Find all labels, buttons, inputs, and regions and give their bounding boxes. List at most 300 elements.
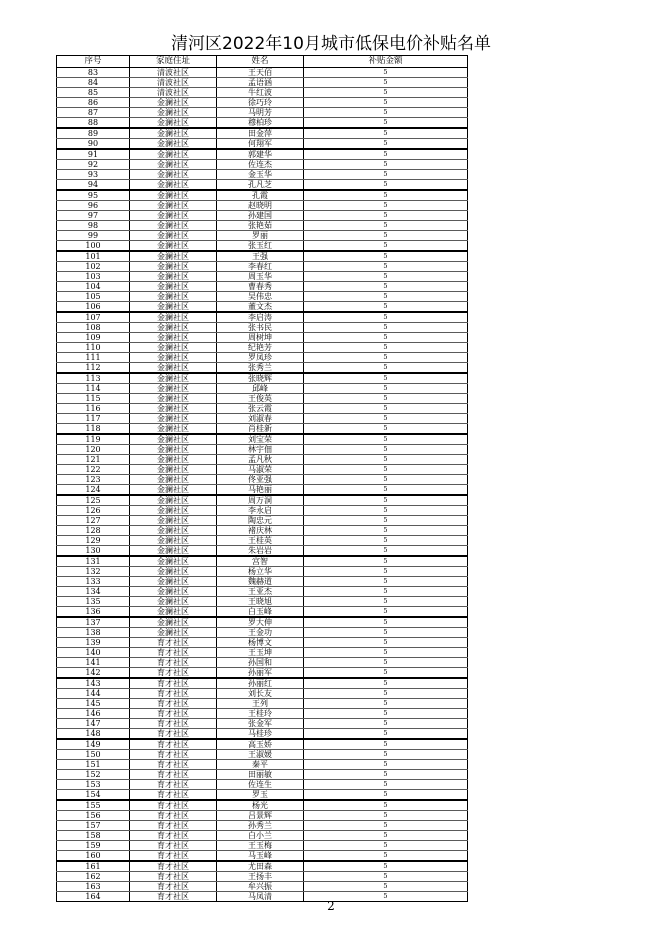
cell-name: 牛红波: [217, 88, 304, 98]
cell-name: 王桂玲: [217, 709, 304, 719]
cell-address: 金澜社区: [130, 128, 217, 139]
cell-index: 95: [57, 190, 130, 201]
cell-address: 金澜社区: [130, 312, 217, 323]
cell-address: 金澜社区: [130, 404, 217, 414]
cell-amount: 5: [304, 506, 468, 516]
table-row: [57, 567, 468, 577]
cell-address: 育才社区: [130, 678, 217, 689]
cell-name: 李启涛: [217, 312, 304, 323]
table-row: [57, 729, 468, 740]
cell-index: 130: [57, 546, 130, 557]
cell-name: 周树坤: [217, 333, 304, 343]
cell-address: 金澜社区: [130, 241, 217, 252]
cell-address: 金澜社区: [130, 536, 217, 546]
cell-index: 132: [57, 567, 130, 577]
cell-address: 金澜社区: [130, 170, 217, 180]
cell-amount: 5: [304, 465, 468, 475]
cell-address: 金澜社区: [130, 628, 217, 638]
cell-amount: 5: [304, 861, 468, 872]
cell-index: 105: [57, 292, 130, 302]
cell-name: 刘长友: [217, 689, 304, 699]
cell-name: 曹春秀: [217, 282, 304, 292]
table-row: [57, 160, 468, 170]
cell-index: 157: [57, 821, 130, 831]
cell-name: 孙丽红: [217, 678, 304, 689]
cell-address: 金澜社区: [130, 272, 217, 282]
cell-index: 152: [57, 770, 130, 780]
table-row: [57, 556, 468, 567]
cell-index: 111: [57, 353, 130, 363]
cell-address: 金澜社区: [130, 587, 217, 597]
cell-name: 王桂英: [217, 536, 304, 546]
cell-address: 育才社区: [130, 872, 217, 882]
cell-name: 褚庆林: [217, 526, 304, 536]
cell-name: 白玉峰: [217, 607, 304, 618]
cell-name: 王强: [217, 251, 304, 262]
cell-index: 151: [57, 760, 130, 770]
cell-amount: 5: [304, 729, 468, 740]
cell-name: 杨博文: [217, 638, 304, 648]
table-row: [57, 485, 468, 496]
cell-name: 张玉红: [217, 241, 304, 252]
cell-name: 林宇佃: [217, 445, 304, 455]
cell-index: 85: [57, 88, 130, 98]
cell-address: 金澜社区: [130, 414, 217, 424]
cell-amount: 5: [304, 678, 468, 689]
cell-name: 魏赫道: [217, 577, 304, 587]
cell-address: 金澜社区: [130, 546, 217, 557]
table-row: [57, 790, 468, 801]
cell-amount: 5: [304, 638, 468, 648]
table-row: [57, 323, 468, 333]
cell-index: 149: [57, 739, 130, 750]
cell-name: 刘淑春: [217, 414, 304, 424]
cell-name: 尤田森: [217, 861, 304, 872]
cell-address: 金澜社区: [130, 373, 217, 384]
cell-amount: 5: [304, 190, 468, 201]
table-row: [57, 343, 468, 353]
cell-amount: 5: [304, 343, 468, 353]
cell-amount: 5: [304, 699, 468, 709]
table-row: [57, 577, 468, 587]
cell-amount: 5: [304, 750, 468, 760]
cell-index: 106: [57, 302, 130, 313]
cell-amount: 5: [304, 495, 468, 506]
cell-amount: 5: [304, 526, 468, 536]
cell-index: 83: [57, 68, 130, 78]
cell-index: 162: [57, 872, 130, 882]
cell-name: 孙建国: [217, 211, 304, 221]
cell-amount: 5: [304, 241, 468, 252]
table-row: [57, 709, 468, 719]
cell-name: 牟兴振: [217, 882, 304, 892]
table-row: [57, 434, 468, 445]
table-row: [57, 455, 468, 465]
table-row: [57, 404, 468, 414]
cell-index: 102: [57, 262, 130, 272]
cell-name: 王俊英: [217, 394, 304, 404]
table-row: [57, 211, 468, 221]
cell-name: 王金功: [217, 628, 304, 638]
cell-index: 146: [57, 709, 130, 719]
cell-index: 117: [57, 414, 130, 424]
cell-name: 李春红: [217, 262, 304, 272]
cell-address: 育才社区: [130, 861, 217, 872]
cell-address: 金澜社区: [130, 98, 217, 108]
cell-amount: 5: [304, 128, 468, 139]
cell-name: 周万洞: [217, 495, 304, 506]
table-row: [57, 149, 468, 160]
cell-index: 129: [57, 536, 130, 546]
table-row: [57, 78, 468, 88]
cell-address: 育才社区: [130, 811, 217, 821]
cell-name: 罗大伸: [217, 617, 304, 628]
cell-amount: 5: [304, 118, 468, 129]
cell-name: 朱岩岩: [217, 546, 304, 557]
cell-name: 王列: [217, 699, 304, 709]
cell-name: 张艳茹: [217, 221, 304, 231]
table-row: [57, 231, 468, 241]
cell-name: 肖桂新: [217, 424, 304, 435]
cell-name: 周玉华: [217, 272, 304, 282]
cell-address: 育才社区: [130, 689, 217, 699]
cell-amount: 5: [304, 851, 468, 862]
cell-name: 董文杰: [217, 302, 304, 313]
cell-name: 马凤清: [217, 892, 304, 902]
cell-amount: 5: [304, 780, 468, 790]
cell-name: 张金军: [217, 719, 304, 729]
cell-name: 罗凤珍: [217, 353, 304, 363]
cell-name: 吴伟忠: [217, 292, 304, 302]
cell-index: 110: [57, 343, 130, 353]
table-row: [57, 831, 468, 841]
cell-amount: 5: [304, 577, 468, 587]
cell-address: 金澜社区: [130, 211, 217, 221]
cell-name: 秦平: [217, 760, 304, 770]
table-row: [57, 292, 468, 302]
cell-address: 金澜社区: [130, 485, 217, 496]
cell-address: 金澜社区: [130, 108, 217, 118]
cell-index: 125: [57, 495, 130, 506]
cell-address: 金澜社区: [130, 455, 217, 465]
cell-amount: 5: [304, 800, 468, 811]
table-row: [57, 108, 468, 118]
cell-address: 育才社区: [130, 770, 217, 780]
cell-amount: 5: [304, 160, 468, 170]
cell-name: 王亚杰: [217, 587, 304, 597]
cell-name: 王晓旭: [217, 597, 304, 607]
cell-name: 杨立华: [217, 567, 304, 577]
cell-address: 金澜社区: [130, 434, 217, 445]
cell-amount: 5: [304, 617, 468, 628]
cell-amount: 5: [304, 180, 468, 191]
document-title: 清河区2022年10月城市低保电价补贴名单: [171, 34, 491, 54]
cell-address: 金澜社区: [130, 607, 217, 618]
cell-address: 金澜社区: [130, 353, 217, 363]
cell-amount: 5: [304, 88, 468, 98]
table-row: [57, 739, 468, 750]
cell-name: 张云霞: [217, 404, 304, 414]
cell-amount: 5: [304, 211, 468, 221]
cell-index: 161: [57, 861, 130, 872]
table-row: [57, 800, 468, 811]
cell-index: 113: [57, 373, 130, 384]
table-row: [57, 475, 468, 485]
table-row: [57, 424, 468, 435]
table-body: [57, 68, 468, 902]
cell-index: 84: [57, 78, 130, 88]
table-row: [57, 719, 468, 729]
cell-index: 126: [57, 506, 130, 516]
cell-name: 陶忠元: [217, 516, 304, 526]
cell-index: 150: [57, 750, 130, 760]
table-row: [57, 68, 468, 78]
cell-index: 163: [57, 882, 130, 892]
cell-amount: 5: [304, 628, 468, 638]
cell-name: 孔霞: [217, 190, 304, 201]
cell-address: 金澜社区: [130, 180, 217, 191]
cell-index: 98: [57, 221, 130, 231]
cell-index: 99: [57, 231, 130, 241]
table-row: [57, 241, 468, 252]
column-header-index: 序号: [57, 56, 130, 68]
table-row: [57, 190, 468, 201]
cell-name: 张书民: [217, 323, 304, 333]
cell-index: 120: [57, 445, 130, 455]
cell-name: 白小兰: [217, 831, 304, 841]
cell-address: 金澜社区: [130, 465, 217, 475]
cell-index: 137: [57, 617, 130, 628]
cell-index: 116: [57, 404, 130, 414]
cell-index: 128: [57, 526, 130, 536]
cell-index: 127: [57, 516, 130, 526]
cell-address: 育才社区: [130, 851, 217, 862]
table-row: [57, 678, 468, 689]
cell-index: 92: [57, 160, 130, 170]
cell-amount: 5: [304, 149, 468, 160]
table-row: [57, 98, 468, 108]
cell-amount: 5: [304, 201, 468, 211]
cell-name: 邱峰: [217, 384, 304, 394]
cell-index: 140: [57, 648, 130, 658]
cell-index: 145: [57, 699, 130, 709]
cell-address: 金澜社区: [130, 577, 217, 587]
table-row: [57, 638, 468, 648]
table-row: [57, 282, 468, 292]
cell-amount: 5: [304, 567, 468, 577]
column-header-name: 姓名: [217, 56, 304, 68]
cell-name: 李永启: [217, 506, 304, 516]
cell-index: 156: [57, 811, 130, 821]
cell-amount: 5: [304, 648, 468, 658]
cell-amount: 5: [304, 292, 468, 302]
cell-name: 王淑媛: [217, 750, 304, 760]
cell-amount: 5: [304, 414, 468, 424]
cell-index: 135: [57, 597, 130, 607]
cell-amount: 5: [304, 587, 468, 597]
cell-address: 金澜社区: [130, 343, 217, 353]
cell-address: 金澜社区: [130, 516, 217, 526]
table-row: [57, 128, 468, 139]
cell-index: 124: [57, 485, 130, 496]
cell-address: 清波社区: [130, 78, 217, 88]
cell-address: 金澜社区: [130, 231, 217, 241]
cell-index: 101: [57, 251, 130, 262]
cell-index: 112: [57, 363, 130, 374]
cell-amount: 5: [304, 68, 468, 78]
cell-address: 金澜社区: [130, 567, 217, 577]
cell-name: 宫智: [217, 556, 304, 567]
table-row: [57, 617, 468, 628]
column-header-amount: 补贴金额: [304, 56, 468, 68]
cell-address: 育才社区: [130, 648, 217, 658]
table-row: [57, 872, 468, 882]
table-row: [57, 506, 468, 516]
cell-amount: 5: [304, 262, 468, 272]
cell-name: 王玉坤: [217, 648, 304, 658]
header-row: [57, 56, 468, 68]
cell-amount: 5: [304, 221, 468, 231]
cell-amount: 5: [304, 139, 468, 150]
cell-amount: 5: [304, 251, 468, 262]
cell-address: 金澜社区: [130, 495, 217, 506]
cell-name: 孟语涵: [217, 78, 304, 88]
cell-name: 马玉峰: [217, 851, 304, 862]
cell-amount: 5: [304, 597, 468, 607]
cell-amount: 5: [304, 556, 468, 567]
cell-index: 160: [57, 851, 130, 862]
cell-index: 89: [57, 128, 130, 139]
cell-address: 育才社区: [130, 892, 217, 902]
table-row: [57, 526, 468, 536]
cell-amount: 5: [304, 607, 468, 618]
cell-index: 138: [57, 628, 130, 638]
table-row: [57, 841, 468, 851]
cell-index: 122: [57, 465, 130, 475]
cell-index: 90: [57, 139, 130, 150]
cell-index: 123: [57, 475, 130, 485]
cell-address: 育才社区: [130, 638, 217, 648]
table-row: [57, 780, 468, 790]
table-row: [57, 333, 468, 343]
cell-amount: 5: [304, 272, 468, 282]
cell-address: 育才社区: [130, 668, 217, 679]
cell-name: 吕景辉: [217, 811, 304, 821]
cell-index: 141: [57, 658, 130, 668]
table-header: [57, 56, 468, 68]
table-row: [57, 139, 468, 150]
table-row: [57, 770, 468, 780]
cell-amount: 5: [304, 323, 468, 333]
cell-index: 107: [57, 312, 130, 323]
column-header-address: 家庭住址: [130, 56, 217, 68]
cell-amount: 5: [304, 434, 468, 445]
cell-index: 144: [57, 689, 130, 699]
cell-address: 育才社区: [130, 760, 217, 770]
cell-amount: 5: [304, 363, 468, 374]
table-row: [57, 607, 468, 618]
cell-address: 育才社区: [130, 729, 217, 740]
cell-amount: 5: [304, 353, 468, 363]
table-row: [57, 251, 468, 262]
table-row: [57, 363, 468, 374]
cell-address: 金澜社区: [130, 526, 217, 536]
cell-index: 131: [57, 556, 130, 567]
cell-amount: 5: [304, 892, 468, 902]
cell-index: 86: [57, 98, 130, 108]
cell-index: 134: [57, 587, 130, 597]
table-row: [57, 648, 468, 658]
table-row: [57, 597, 468, 607]
cell-index: 155: [57, 800, 130, 811]
table-row: [57, 536, 468, 546]
cell-index: 142: [57, 668, 130, 679]
cell-index: 147: [57, 719, 130, 729]
cell-address: 金澜社区: [130, 323, 217, 333]
cell-name: 王玉梅: [217, 841, 304, 851]
table-row: [57, 699, 468, 709]
cell-address: 金澜社区: [130, 424, 217, 435]
cell-index: 97: [57, 211, 130, 221]
cell-index: 136: [57, 607, 130, 618]
cell-index: 96: [57, 201, 130, 211]
table-row: [57, 221, 468, 231]
cell-amount: 5: [304, 394, 468, 404]
cell-index: 104: [57, 282, 130, 292]
table-row: [57, 811, 468, 821]
cell-index: 115: [57, 394, 130, 404]
table-row: [57, 180, 468, 191]
cell-amount: 5: [304, 485, 468, 496]
cell-name: 马艳丽: [217, 485, 304, 496]
cell-address: 金澜社区: [130, 201, 217, 211]
cell-name: 孔凡芝: [217, 180, 304, 191]
cell-name: 罗丽: [217, 231, 304, 241]
cell-index: 133: [57, 577, 130, 587]
cell-index: 88: [57, 118, 130, 129]
cell-index: 119: [57, 434, 130, 445]
cell-address: 育才社区: [130, 780, 217, 790]
cell-index: 118: [57, 424, 130, 435]
cell-amount: 5: [304, 760, 468, 770]
cell-name: 王天佰: [217, 68, 304, 78]
cell-index: 93: [57, 170, 130, 180]
cell-name: 刘宝荣: [217, 434, 304, 445]
cell-address: 育才社区: [130, 882, 217, 892]
cell-amount: 5: [304, 882, 468, 892]
cell-amount: 5: [304, 719, 468, 729]
cell-address: 金澜社区: [130, 556, 217, 567]
cell-amount: 5: [304, 739, 468, 750]
cell-index: 158: [57, 831, 130, 841]
cell-amount: 5: [304, 78, 468, 88]
cell-address: 金澜社区: [130, 292, 217, 302]
cell-amount: 5: [304, 668, 468, 679]
cell-name: 马桂珍: [217, 729, 304, 740]
cell-amount: 5: [304, 231, 468, 241]
table-row: [57, 821, 468, 831]
cell-amount: 5: [304, 445, 468, 455]
table-row: [57, 262, 468, 272]
cell-amount: 5: [304, 424, 468, 435]
cell-address: 金澜社区: [130, 251, 217, 262]
cell-index: 153: [57, 780, 130, 790]
table-row: [57, 445, 468, 455]
table-row: [57, 760, 468, 770]
cell-amount: 5: [304, 770, 468, 780]
cell-name: 纪艳芳: [217, 343, 304, 353]
cell-address: 金澜社区: [130, 190, 217, 201]
